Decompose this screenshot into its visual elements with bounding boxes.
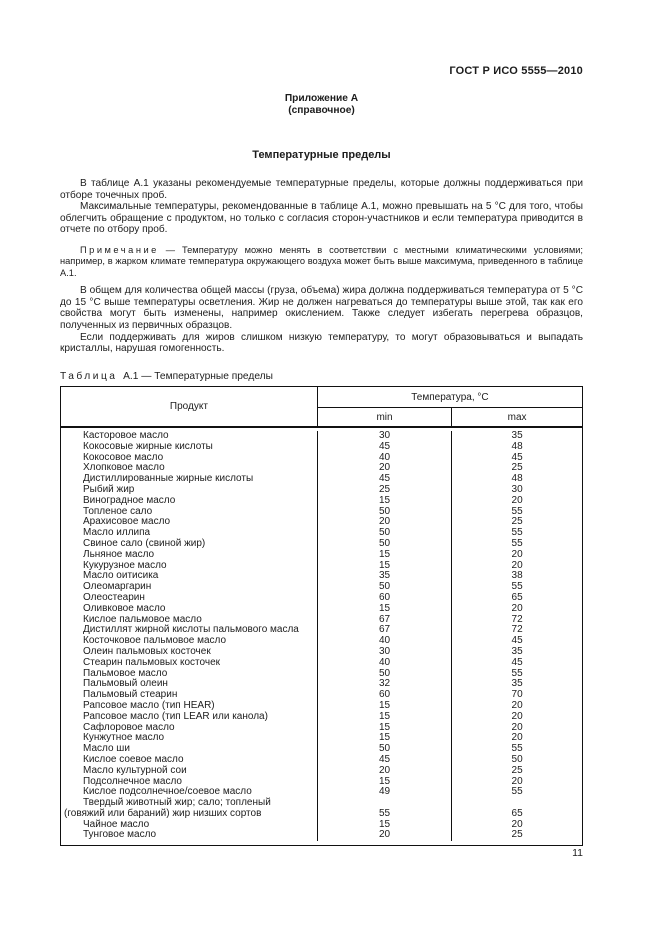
min-temperature-cell: 35 <box>317 571 451 582</box>
min-temperature-cell: 15 <box>317 712 451 723</box>
table-row <box>61 798 582 820</box>
product-cell: Кунжутное масло <box>83 732 165 744</box>
product-cell: Сафлоровое масло <box>83 721 175 733</box>
product-cell: Виноградное масло <box>83 494 176 506</box>
min-temperature-cell: 25 <box>317 485 451 496</box>
max-temperature-cell: 55 <box>451 507 582 518</box>
product-cell: Пальмовое масло <box>83 667 168 679</box>
table-row <box>61 712 582 723</box>
table-caption <box>60 371 583 382</box>
min-temperature-cell: 60 <box>317 593 451 604</box>
min-temperature-cell: 15 <box>317 733 451 744</box>
page-number: 11 <box>572 847 583 859</box>
min-temperature-cell: 15 <box>317 701 451 712</box>
max-temperature-cell: 72 <box>451 625 582 636</box>
product-cell: Оливковое масло <box>83 602 166 614</box>
max-temperature-cell: 65 <box>451 798 582 820</box>
table-row <box>61 766 582 777</box>
product-cell: Льняное масло <box>83 548 155 560</box>
table-body <box>61 428 582 845</box>
min-temperature-cell: 15 <box>317 777 451 788</box>
max-temperature-cell: 55 <box>451 528 582 539</box>
document-title: Температурные пределы <box>252 149 391 161</box>
temperature-table <box>60 386 583 846</box>
product-cell: Кукурузное масло <box>83 559 167 571</box>
appendix-type: (справочное) <box>288 104 355 116</box>
min-temperature-cell: 20 <box>317 766 451 777</box>
max-temperature-cell: 55 <box>451 787 582 798</box>
min-temperature-cell: 50 <box>317 582 451 593</box>
min-temperature-cell: 15 <box>317 604 451 615</box>
table-row <box>61 474 582 485</box>
max-temperature-cell: 35 <box>451 431 582 442</box>
min-temperature-cell: 50 <box>317 507 451 518</box>
min-temperature-cell: 20 <box>317 830 451 841</box>
min-temperature-cell: 40 <box>317 636 451 647</box>
max-temperature-cell: 55 <box>451 582 582 593</box>
max-temperature-cell: 48 <box>451 474 582 485</box>
max-temperature-cell: 70 <box>451 690 582 701</box>
product-cell: Рапсовое масло (тип LEAR или канола) <box>83 710 268 722</box>
product-cell: Масло ши <box>83 743 130 755</box>
product-cell: Тунговое масло <box>83 829 157 841</box>
table-row <box>61 604 582 615</box>
min-temperature-cell: 45 <box>317 442 451 453</box>
min-temperature-cell: 45 <box>317 755 451 766</box>
max-temperature-cell: 38 <box>451 571 582 582</box>
max-temperature-cell: 72 <box>451 615 582 626</box>
table-row <box>61 550 582 561</box>
product-cell: Чайное масло <box>83 818 150 830</box>
max-temperature-cell: 20 <box>451 701 582 712</box>
max-temperature-cell: 20 <box>451 561 582 572</box>
min-temperature-cell: 50 <box>317 539 451 550</box>
min-temperature-cell: 15 <box>317 723 451 734</box>
max-temperature-cell: 20 <box>451 820 582 831</box>
max-temperature-cell: 20 <box>451 712 582 723</box>
product-cell: Масло иллипа <box>83 527 151 539</box>
product-cell: Масло оитисика <box>83 570 159 582</box>
min-temperature-cell: 50 <box>317 744 451 755</box>
max-temperature-cell: 25 <box>451 830 582 841</box>
note-paragraph <box>60 245 583 280</box>
max-temperature-cell: 20 <box>451 604 582 615</box>
product-cell: Кислое подсолнечное/соевое масло <box>83 786 252 798</box>
body-text <box>60 178 583 370</box>
standard-designation: ГОСТ Р ИСО 5555—2010 <box>449 65 583 77</box>
min-temperature-cell: 20 <box>317 517 451 528</box>
max-temperature-cell: 25 <box>451 463 582 474</box>
product-cell: Стеарин пальмовых косточек <box>83 656 221 668</box>
column-header-product: Продукт <box>61 387 318 426</box>
max-temperature-cell: 55 <box>451 669 582 680</box>
max-temperature-cell: 20 <box>451 496 582 507</box>
note-text: — Температуру можно менять в соответствии с местными климатическими условиями; например, в жарком климате температура окружающего воздуха может быть выше максимума, приведенного в таблице А.1. <box>60 244 583 278</box>
column-header-temperature: Температура, °С <box>318 387 582 408</box>
min-temperature-cell: 67 <box>317 615 451 626</box>
paragraph-1: В таблице А.1 указаны рекомендуемые температурные пределы, которые должны поддерживаться при отборе точечных проб. <box>60 178 583 201</box>
product-cell: Кислое пальмовое масло <box>83 613 202 625</box>
product-cell: Пальмовый стеарин <box>83 689 178 701</box>
product-cell: Олеин пальмовых косточек <box>83 645 211 657</box>
max-temperature-cell: 20 <box>451 733 582 744</box>
appendix-label: Приложение А <box>284 93 359 104</box>
min-temperature-cell: 60 <box>317 690 451 701</box>
min-temperature-cell: 67 <box>317 625 451 636</box>
min-temperature-cell: 15 <box>317 561 451 572</box>
min-temperature-cell: 49 <box>317 787 451 798</box>
table-caption-label: Таблица <box>60 371 118 382</box>
product-cell: Рыбий жир <box>83 483 135 495</box>
max-temperature-cell: 45 <box>451 453 582 464</box>
max-temperature-cell: 20 <box>451 550 582 561</box>
table-row <box>61 658 582 669</box>
product-cell: Олеомаргарин <box>83 581 152 593</box>
max-temperature-cell: 55 <box>451 744 582 755</box>
product-cell: Арахисовое масло <box>83 516 171 528</box>
min-temperature-cell: 20 <box>317 463 451 474</box>
max-temperature-cell: 50 <box>451 755 582 766</box>
max-temperature-cell: 20 <box>451 777 582 788</box>
product-cell: Хлопковое масло <box>83 462 165 474</box>
max-temperature-cell: 45 <box>451 658 582 669</box>
min-temperature-cell: 50 <box>317 669 451 680</box>
product-cell: Кислое соевое масло <box>83 753 184 765</box>
table-row <box>61 442 582 453</box>
column-header-min: min <box>376 412 393 423</box>
product-cell: Пальмовый олеин <box>83 678 168 690</box>
max-temperature-cell: 35 <box>451 647 582 658</box>
min-temperature-cell: 32 <box>317 679 451 690</box>
max-temperature-cell: 65 <box>451 593 582 604</box>
min-temperature-cell: 15 <box>317 496 451 507</box>
product-cell: Кокосовое масло <box>83 451 164 463</box>
product-cell: Олеостеарин <box>83 591 145 603</box>
product-cell: Дистиллированные жирные кислоты <box>83 473 254 485</box>
max-temperature-cell: 45 <box>451 636 582 647</box>
min-temperature-cell: 30 <box>317 431 451 442</box>
product-cell: Рапсовое масло (тип HEAR) <box>83 699 215 711</box>
min-temperature-cell: 15 <box>317 820 451 831</box>
max-temperature-cell: 55 <box>451 539 582 550</box>
product-cell: Кокосовые жирные кислоты <box>83 440 213 452</box>
product-cell: Твердый животный жир; сало; топленый (говяжий или бараний) жир низших сортов <box>64 797 271 819</box>
paragraph-2: Максимальные температуры, рекомендованные в таблице А.1, можно превышать на 5 °С для того, чтобы облегчить обращение с продуктом, но только с согласия сторон-участников и если температура приводится в отчете по отбору проб. <box>60 201 583 236</box>
paragraph-4: Если поддерживать для жиров слишком низкую температуру, то могут образовываться и выпадать кристаллы, нарушая гомогенность. <box>60 331 583 355</box>
product-cell: Топленое сало <box>83 505 153 517</box>
max-temperature-cell: 48 <box>451 442 582 453</box>
note-label: Примечание <box>80 244 159 255</box>
table-caption-text: А.1 — Температурные пределы <box>123 371 273 382</box>
max-temperature-cell: 20 <box>451 723 582 734</box>
max-temperature-cell: 25 <box>451 517 582 528</box>
product-cell: Масло культурной сои <box>83 764 187 776</box>
paragraph-3: В общем для количества общей массы (груза, объема) жира должна поддерживаться температура от 5 °С до 15 °С выше температуры осветления. Жир не должен нагреваться до температуры выше этой, так как его свойства могут быть изменены, например окислением. Также следует избегать перегрева образцов, полученных из первичных образцов. <box>60 285 583 332</box>
column-header-max: max <box>451 408 582 426</box>
product-cell: Касторовое масло <box>83 430 169 441</box>
table-header <box>61 387 582 428</box>
min-temperature-cell: 40 <box>317 658 451 669</box>
min-temperature-cell: 55 <box>317 798 451 820</box>
max-temperature-cell: 25 <box>451 766 582 777</box>
min-temperature-cell: 45 <box>317 474 451 485</box>
min-temperature-cell: 15 <box>317 550 451 561</box>
product-cell: Косточковое пальмовое масло <box>83 635 227 647</box>
product-cell: Дистиллят жирной кислоты пальмового масла <box>83 624 299 636</box>
table-row <box>61 830 582 841</box>
table-row <box>61 496 582 507</box>
max-temperature-cell: 30 <box>451 485 582 496</box>
max-temperature-cell: 35 <box>451 679 582 690</box>
min-temperature-cell: 50 <box>317 528 451 539</box>
min-temperature-cell: 30 <box>317 647 451 658</box>
appendix-header <box>60 93 583 116</box>
table-row <box>61 733 582 744</box>
min-temperature-cell: 40 <box>317 453 451 464</box>
product-cell: Подсолнечное масло <box>83 775 182 787</box>
product-cell: Свиное сало (свиной жир) <box>83 537 206 549</box>
